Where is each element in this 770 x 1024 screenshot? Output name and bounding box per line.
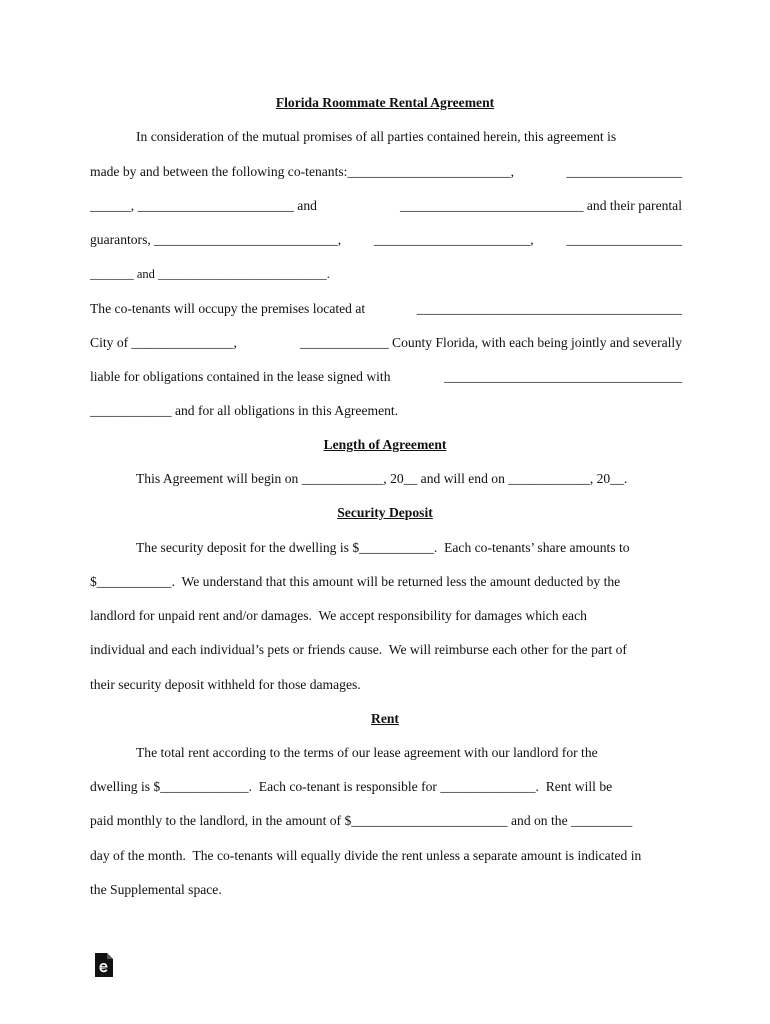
intro-line-4c: _________________ xyxy=(566,232,682,247)
intro-line-2b: _________________ xyxy=(566,164,682,179)
eforms-logo-icon xyxy=(94,952,114,978)
length-heading: Length of Agreement xyxy=(323,437,447,452)
intro-line-8 xyxy=(90,368,682,386)
intro-line-1: In consideration of the mutual promises of all parties contained herein, this agreement is xyxy=(136,129,617,144)
intro-line-2a: made by and between the following co-tenants:________________________, xyxy=(90,164,514,179)
intro-line-7b: _____________ County Florida, with each being jointly and severally xyxy=(300,335,682,350)
intro-line-3a: ______, _______________________ and xyxy=(90,198,317,213)
intro-line-3 xyxy=(90,197,682,215)
deposit-line-1: The security deposit for the dwelling is $___________. Each co-tenants’ share amounts to xyxy=(136,540,630,555)
intro-line-4b: _______________________, xyxy=(373,232,534,247)
rent-line-5: the Supplemental space. xyxy=(90,882,222,897)
rent-heading: Rent xyxy=(371,711,399,726)
deposit-heading: Security Deposit xyxy=(337,505,433,520)
intro-line-4a: guarantors, ___________________________, xyxy=(90,232,342,247)
rent-line-4: day of the month. The co-tenants will equally divide the rent unless a separate amount is indicated in xyxy=(90,848,642,863)
rent-line-3: paid monthly to the landlord, in the amount of $_______________________ and on the _________ xyxy=(90,813,633,828)
intro-line-3b: ___________________________ and their parental xyxy=(399,198,682,213)
rent-line-2: dwelling is $_____________. Each co-tenant is responsible for ______________. Rent will be xyxy=(90,779,613,794)
deposit-line-5: their security deposit withheld for those damages. xyxy=(90,677,361,692)
rent-line-1: The total rent according to the terms of our lease agreement with our landlord for the xyxy=(136,745,598,760)
document-title: Florida Roommate Rental Agreement xyxy=(275,95,495,110)
deposit-line-3: landlord for unpaid rent and/or damages. We accept responsibility for damages which each xyxy=(90,608,587,623)
deposit-line-4: individual and each individual’s pets or friends cause. We will reimburse each other for the part of xyxy=(90,642,627,657)
intro-line-8b: ___________________________________ xyxy=(444,369,682,384)
intro-line-4 xyxy=(90,231,682,249)
intro-line-6a: The co-tenants will occupy the premises located at xyxy=(90,301,366,316)
length-line-1: This Agreement will begin on ____________, 20__ and will end on ____________, 20__. xyxy=(136,471,628,486)
intro-line-9: ____________ and for all obligations in this Agreement. xyxy=(90,403,399,418)
intro-line-6b: _______________________________________ xyxy=(416,301,682,316)
intro-line-7a: City of _______________, xyxy=(90,335,237,350)
intro-line-2 xyxy=(90,163,682,181)
intro-line-7 xyxy=(90,334,682,352)
intro-line-5: _______ and ___________________________. xyxy=(90,267,330,281)
intro-line-6 xyxy=(90,300,682,318)
deposit-line-2: $___________. We understand that this amount will be returned less the amount deducted by the xyxy=(90,574,621,589)
intro-line-8a: liable for obligations contained in the lease signed with xyxy=(90,369,391,384)
